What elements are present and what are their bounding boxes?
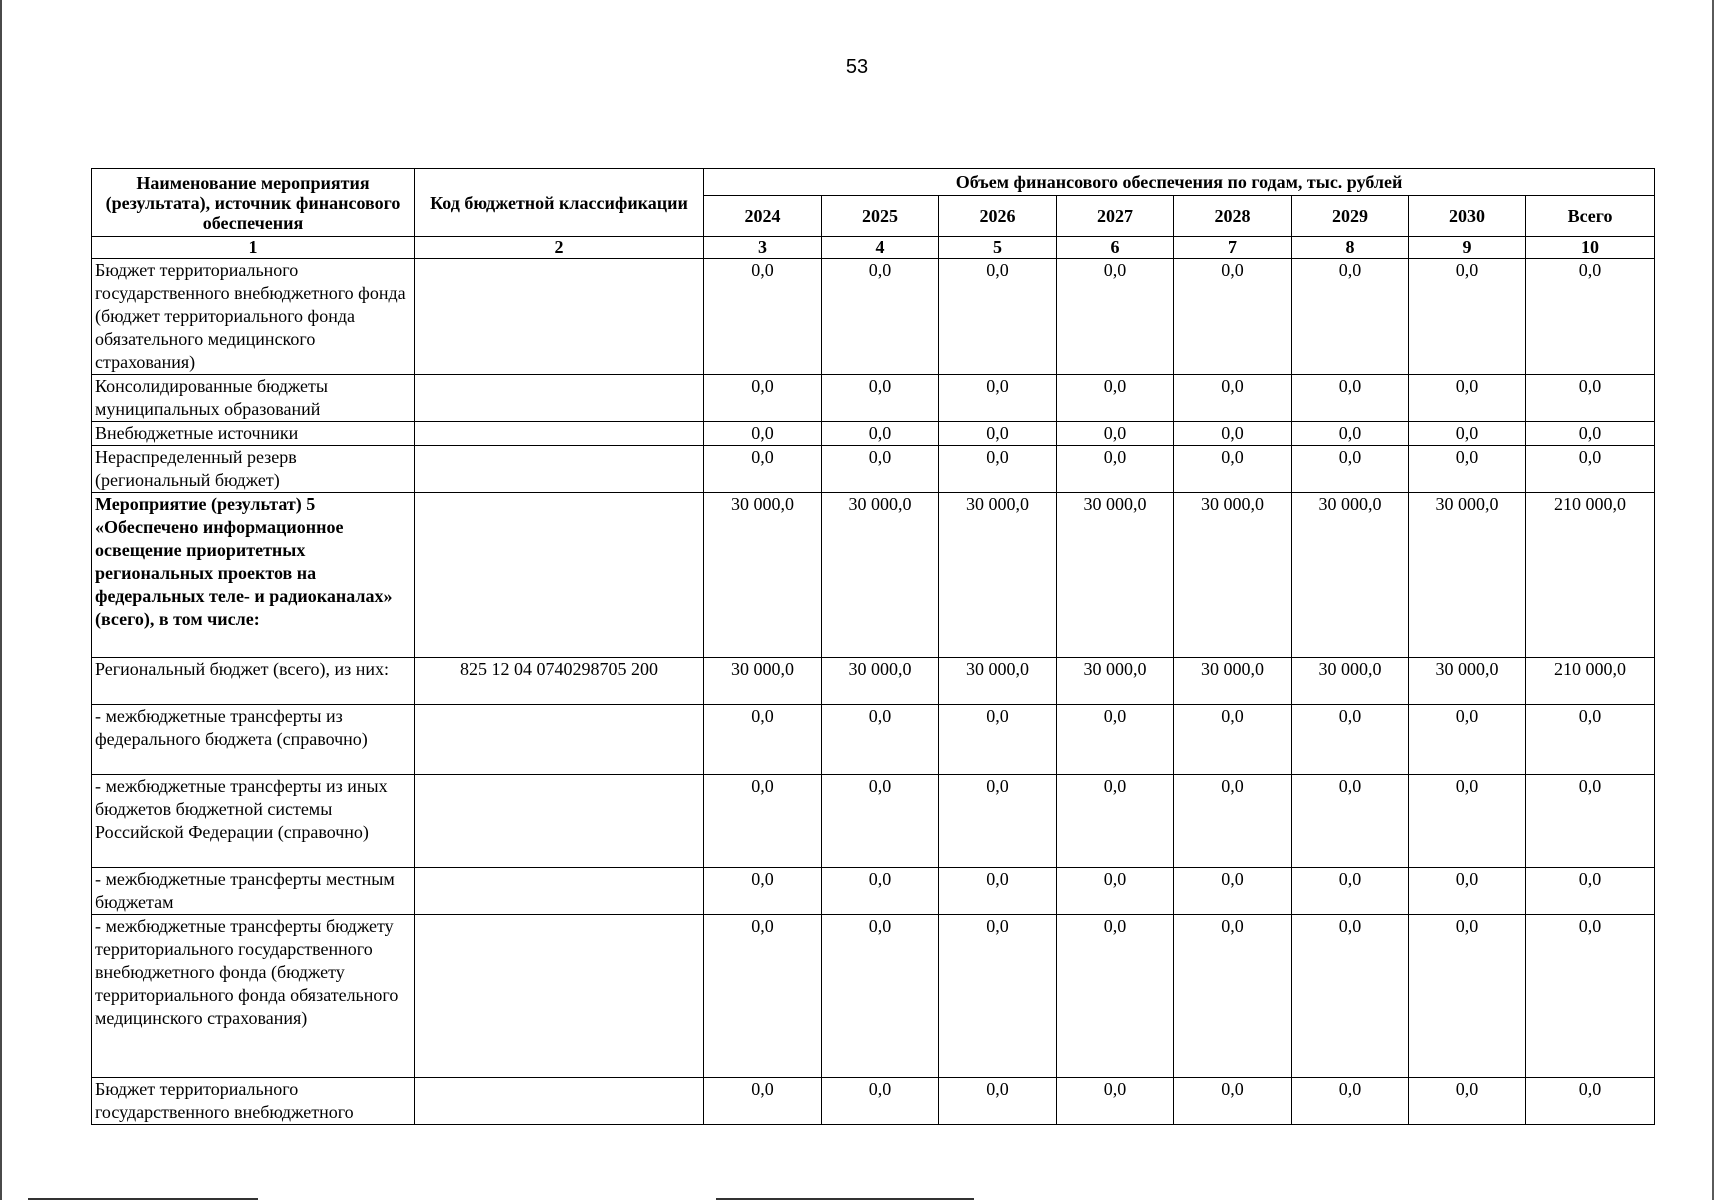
row-year-value: 0,0 [1409, 375, 1526, 422]
column-number: 2 [415, 237, 704, 259]
row-budget-code [415, 493, 704, 658]
row-year-value: 0,0 [1174, 446, 1292, 493]
row-year-value: 0,0 [822, 1078, 939, 1125]
row-year-value: 0,0 [704, 868, 822, 915]
row-year-value: 0,0 [1057, 446, 1174, 493]
row-budget-code [415, 375, 704, 422]
row-year-value: 0,0 [1292, 375, 1409, 422]
row-year-value: 30 000,0 [1292, 493, 1409, 658]
row-year-value: 0,0 [1174, 915, 1292, 1078]
row-year-value: 0,0 [939, 375, 1057, 422]
row-total-value: 0,0 [1526, 446, 1655, 493]
row-name: Бюджет территориального государственного внебюджетного фонда (бюджет территориального фонда обязательного медицинского страхования) [92, 259, 415, 375]
row-year-value: 0,0 [1409, 1078, 1526, 1125]
row-year-value: 0,0 [822, 775, 939, 868]
row-total-value: 0,0 [1526, 422, 1655, 446]
row-year-value: 0,0 [1409, 868, 1526, 915]
row-year-value: 0,0 [704, 1078, 822, 1125]
row-total-value: 210 000,0 [1526, 493, 1655, 658]
row-year-value: 30 000,0 [1292, 658, 1409, 705]
row-budget-code [415, 915, 704, 1078]
row-year-value: 0,0 [704, 259, 822, 375]
row-year-value: 0,0 [1057, 375, 1174, 422]
header-year: 2030 [1409, 196, 1526, 237]
row-name: - межбюджетные трансферты из иных бюджетов бюджетной системы Российской Федерации (справочно) [92, 775, 415, 868]
row-year-value: 30 000,0 [704, 493, 822, 658]
table-row [92, 868, 1655, 915]
row-year-value: 30 000,0 [704, 658, 822, 705]
row-year-value: 0,0 [939, 775, 1057, 868]
column-number: 3 [704, 237, 822, 259]
row-year-value: 0,0 [1057, 705, 1174, 775]
row-name: - межбюджетные трансферты из федерального бюджета (справочно) [92, 705, 415, 775]
row-budget-code [415, 422, 704, 446]
row-year-value: 0,0 [939, 868, 1057, 915]
column-number: 10 [1526, 237, 1655, 259]
row-year-value: 0,0 [1174, 375, 1292, 422]
row-year-value: 0,0 [822, 446, 939, 493]
table-row [92, 775, 1655, 868]
table-row [92, 259, 1655, 375]
row-year-value: 0,0 [939, 259, 1057, 375]
row-year-value: 0,0 [1057, 915, 1174, 1078]
row-budget-code [415, 446, 704, 493]
row-budget-code [415, 1078, 704, 1125]
column-number: 7 [1174, 237, 1292, 259]
row-year-value: 0,0 [1292, 446, 1409, 493]
row-year-value: 0,0 [1409, 259, 1526, 375]
column-number: 9 [1409, 237, 1526, 259]
row-year-value: 0,0 [1174, 1078, 1292, 1125]
row-year-value: 0,0 [1409, 422, 1526, 446]
row-year-value: 0,0 [1057, 775, 1174, 868]
column-number: 1 [92, 237, 415, 259]
row-year-value: 0,0 [822, 259, 939, 375]
row-year-value: 30 000,0 [939, 658, 1057, 705]
row-year-value: 30 000,0 [1409, 493, 1526, 658]
row-year-value: 30 000,0 [822, 658, 939, 705]
row-year-value: 0,0 [822, 705, 939, 775]
row-year-value: 0,0 [939, 446, 1057, 493]
header-year: 2028 [1174, 196, 1292, 237]
row-name: Внебюджетные источники [92, 422, 415, 446]
row-year-value: 0,0 [822, 422, 939, 446]
row-year-value: 30 000,0 [822, 493, 939, 658]
row-year-value: 30 000,0 [1057, 658, 1174, 705]
header-volume: Объем финансового обеспечения по годам, тыс. рублей [704, 169, 1655, 196]
table-row [92, 375, 1655, 422]
row-year-value: 0,0 [704, 422, 822, 446]
row-year-value: 0,0 [1292, 915, 1409, 1078]
row-year-value: 0,0 [1292, 775, 1409, 868]
column-number: 4 [822, 237, 939, 259]
header-code: Код бюджетной классификации [415, 169, 704, 237]
row-year-value: 0,0 [1292, 705, 1409, 775]
column-number: 5 [939, 237, 1057, 259]
row-year-value: 30 000,0 [1409, 658, 1526, 705]
table-row [92, 705, 1655, 775]
table-row [92, 446, 1655, 493]
row-total-value: 0,0 [1526, 915, 1655, 1078]
row-year-value: 0,0 [1409, 705, 1526, 775]
row-year-value: 30 000,0 [1174, 493, 1292, 658]
row-budget-code [415, 705, 704, 775]
row-year-value: 0,0 [1292, 868, 1409, 915]
column-number: 6 [1057, 237, 1174, 259]
row-year-value: 0,0 [1292, 259, 1409, 375]
header-year: 2025 [822, 196, 939, 237]
row-year-value: 0,0 [1409, 915, 1526, 1078]
row-year-value: 0,0 [1057, 422, 1174, 446]
row-total-value: 0,0 [1526, 259, 1655, 375]
column-number: 8 [1292, 237, 1409, 259]
row-year-value: 0,0 [939, 422, 1057, 446]
row-year-value: 0,0 [1057, 259, 1174, 375]
row-budget-code [415, 868, 704, 915]
row-year-value: 0,0 [1292, 1078, 1409, 1125]
row-year-value: 0,0 [1292, 422, 1409, 446]
page-number: 53 [845, 56, 869, 78]
row-name: Региональный бюджет (всего), из них: [92, 658, 415, 705]
row-name: - межбюджетные трансферты местным бюджетам [92, 868, 415, 915]
row-year-value: 0,0 [1409, 446, 1526, 493]
table-row [92, 1078, 1655, 1125]
row-year-value: 0,0 [1174, 868, 1292, 915]
table-body [92, 259, 1655, 1125]
scan-edge-left [0, 0, 2, 1200]
row-year-value: 0,0 [1057, 1078, 1174, 1125]
row-name: - межбюджетные трансферты бюджету территориального государственного внебюджетного фонда (бюджету территориального фонда обязательного медицинского страхования) [92, 915, 415, 1078]
row-year-value: 0,0 [1174, 705, 1292, 775]
row-budget-code [415, 775, 704, 868]
row-year-value: 0,0 [704, 705, 822, 775]
row-name: Бюджет территориального государственного внебюджетного [92, 1078, 415, 1125]
row-year-value: 0,0 [704, 375, 822, 422]
header-total: Всего [1526, 196, 1655, 237]
header-year: 2029 [1292, 196, 1409, 237]
row-year-value: 0,0 [1174, 422, 1292, 446]
row-year-value: 0,0 [939, 1078, 1057, 1125]
row-total-value: 210 000,0 [1526, 658, 1655, 705]
row-total-value: 0,0 [1526, 705, 1655, 775]
row-year-value: 0,0 [822, 915, 939, 1078]
row-year-value: 0,0 [704, 915, 822, 1078]
row-name: Мероприятие (результат) 5 «Обеспечено информационное освещение приоритетных региональных проектов на федеральных теле- и радиоканалах» (всего), в том числе: [92, 493, 415, 658]
row-year-value: 30 000,0 [1174, 658, 1292, 705]
header-name: Наименование мероприятия (результата), источник финансового обеспечения [92, 169, 415, 237]
table-row [92, 493, 1655, 658]
row-year-value: 0,0 [1174, 259, 1292, 375]
header-year: 2026 [939, 196, 1057, 237]
row-year-value: 0,0 [939, 915, 1057, 1078]
row-year-value: 0,0 [704, 446, 822, 493]
row-year-value: 0,0 [1174, 775, 1292, 868]
row-total-value: 0,0 [1526, 1078, 1655, 1125]
row-year-value: 30 000,0 [939, 493, 1057, 658]
table-row [92, 915, 1655, 1078]
row-year-value: 0,0 [704, 775, 822, 868]
row-total-value: 0,0 [1526, 375, 1655, 422]
row-year-value: 0,0 [1057, 868, 1174, 915]
header-year: 2024 [704, 196, 822, 237]
row-year-value: 0,0 [822, 375, 939, 422]
row-year-value: 0,0 [822, 868, 939, 915]
row-year-value: 0,0 [1409, 775, 1526, 868]
budget-table [91, 168, 1655, 1125]
row-total-value: 0,0 [1526, 775, 1655, 868]
row-budget-code: 825 12 04 0740298705 200 [415, 658, 704, 705]
header-year: 2027 [1057, 196, 1174, 237]
row-budget-code [415, 259, 704, 375]
row-year-value: 0,0 [939, 705, 1057, 775]
table-row [92, 658, 1655, 705]
row-year-value: 30 000,0 [1057, 493, 1174, 658]
row-name: Консолидированные бюджеты муниципальных образований [92, 375, 415, 422]
row-total-value: 0,0 [1526, 868, 1655, 915]
row-name: Нераспределенный резерв (региональный бюджет) [92, 446, 415, 493]
table-row [92, 422, 1655, 446]
